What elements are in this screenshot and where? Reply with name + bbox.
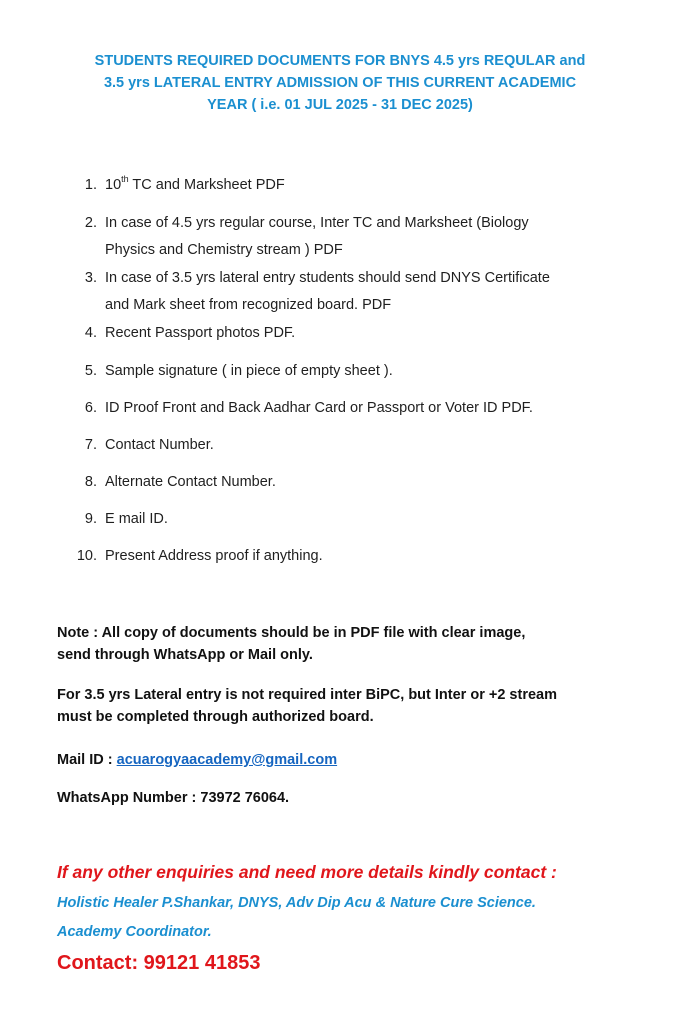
healer-role: Academy Coordinator.: [57, 924, 212, 940]
list-item-number: 5.: [84, 363, 97, 379]
list-item-line-2: and Mark sheet from recognized board. PDF: [105, 297, 392, 313]
list-item-number: 2.: [84, 215, 97, 231]
lateral-entry-note-line-2: must be completed through authorized board.: [57, 709, 374, 725]
list-item-number: 10.: [76, 548, 97, 564]
list-item-text: [105, 265, 605, 319]
list-item-text: Contact Number.: [105, 437, 214, 453]
list-item-line-1: In case of 3.5 yrs lateral entry students should send DNYS Certificate: [105, 270, 550, 286]
list-item-text: [105, 172, 605, 199]
list-item-text: E mail ID.: [105, 511, 168, 527]
list-item-superscript: th: [121, 174, 129, 184]
pdf-note-line-2: send through WhatsApp or Mail only.: [57, 647, 313, 663]
list-item-number: 6.: [84, 400, 97, 416]
list-item-text-rest: TC and Marksheet PDF: [128, 177, 285, 193]
healer-name: Holistic Healer P.Shankar, DNYS, Adv Dip Acu & Nature Cure Science.: [57, 895, 536, 911]
list-item-text: [105, 210, 605, 264]
pdf-note: [57, 622, 637, 666]
contact-phone: Contact: 99121 41853: [57, 952, 261, 974]
list-item-number: 8.: [84, 474, 97, 490]
list-item-text: ID Proof Front and Back Aadhar Card or Passport or Voter ID PDF.: [105, 400, 533, 416]
document-title: [40, 50, 640, 116]
list-item-text: Sample signature ( in piece of empty sheet ).: [105, 363, 393, 379]
enquiry-heading: If any other enquiries and need more details kindly contact :: [57, 862, 557, 882]
list-item-line-2: Physics and Chemistry stream ) PDF: [105, 242, 343, 258]
email-link[interactable]: acuarogyaacademy@gmail.com: [116, 752, 338, 768]
mail-id-row: [57, 749, 337, 771]
mail-id-label: Mail ID :: [57, 752, 117, 768]
pdf-note-line-1: Note : All copy of documents should be in PDF file with clear image,: [57, 625, 526, 641]
title-line-3: YEAR ( i.e. 01 JUL 2025 - 31 DEC 2025): [207, 97, 473, 113]
lateral-entry-note: [57, 684, 637, 728]
list-item-text-main: 10: [105, 177, 122, 193]
whatsapp-number: WhatsApp Number : 73972 76064.: [57, 790, 290, 806]
list-item-text: Present Address proof if anything.: [105, 548, 323, 564]
list-item-number: 7.: [84, 437, 97, 453]
list-item-number: 4.: [84, 325, 97, 341]
list-item-text: Alternate Contact Number.: [105, 474, 276, 490]
title-line-1: STUDENTS REQUIRED DOCUMENTS FOR BNYS 4.5 yrs REQULAR and: [94, 53, 586, 69]
list-item-number: 1.: [84, 177, 97, 193]
lateral-entry-note-line-1: For 3.5 yrs Lateral entry is not required inter BiPC, but Inter or +2 stream: [57, 687, 557, 703]
list-item-number: 3.: [84, 270, 97, 286]
title-line-2: 3.5 yrs LATERAL ENTRY ADMISSION OF THIS CURRENT ACADEMIC: [103, 75, 577, 91]
list-item-line-1: In case of 4.5 yrs regular course, Inter TC and Marksheet (Biology: [105, 215, 529, 231]
list-item-number: 9.: [84, 511, 97, 527]
list-item-text: Recent Passport photos PDF.: [105, 325, 296, 341]
